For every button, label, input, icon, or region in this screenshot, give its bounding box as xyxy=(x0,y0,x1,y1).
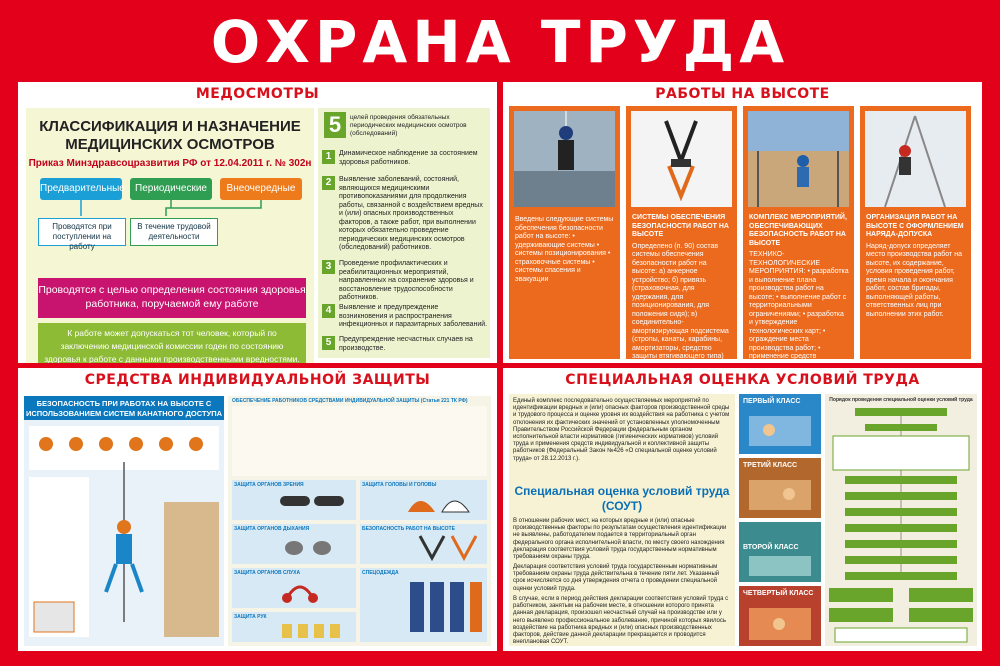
ppe-category xyxy=(232,568,356,608)
goal-item xyxy=(322,260,488,303)
height-column-text xyxy=(749,214,849,363)
type-preliminary: Предварительные xyxy=(40,178,122,200)
preliminary-note: Проводятся при поступлении на работу xyxy=(38,218,126,246)
height-column-title: КОМПЛЕКС МЕРОПРИЯТИЙ, ОБЕСПЕЧИВАЮЩИХ БЕЗОПАСНОСТЬ РАБОТ НА ВЫСОТЕ xyxy=(749,214,847,247)
goal-number: 4 xyxy=(322,304,335,318)
height-column-title: СИСТЕМЫ ОБЕСПЕЧЕНИЯ БЕЗОПАСНОСТИ РАБОТ НА ВЫСОТЕ xyxy=(632,214,729,238)
height-work-title: РАБОТЫ НА ВЫСОТЕ xyxy=(655,86,830,102)
sout-heading: Специальная оценка условий труда (СОУТ) xyxy=(514,484,730,513)
ppe-catalog xyxy=(228,396,491,646)
harness-photo xyxy=(631,111,732,207)
purpose-box: Проводятся с целью определения состояния здоровья работника, поручаемой ему работе xyxy=(38,278,306,318)
gloves-icon xyxy=(232,622,356,640)
ppe-category xyxy=(360,480,487,520)
goal-item xyxy=(322,150,488,167)
admission-box: К работе может допускаться тот человек, который по заключению медицинской комиссии годен по состоянию здоровья к работе с данными производственными вредностями. xyxy=(38,323,306,363)
height-column xyxy=(743,106,854,359)
harness-icon xyxy=(360,534,487,562)
class-card xyxy=(739,586,821,646)
ppe-category-label: ЗАЩИТА РУК xyxy=(234,614,267,620)
periodic-note: В течение трудовой деятельности xyxy=(130,218,218,246)
goal-number: 2 xyxy=(322,176,335,190)
sout-panel xyxy=(503,368,982,651)
ppe-category xyxy=(232,480,356,520)
page-title: ОХРАНА ТРУДА xyxy=(210,8,790,76)
ppe-category xyxy=(232,524,356,564)
height-column-body: ТЕХНИКО-ТЕХНОЛОГИЧЕСКИЕ МЕРОПРИЯТИЯ: • разработка и выполнение плана производства работ на высоте; • выполнение работ с территориальными ограничениями; • разработка и утверждение технологических карт; • ограждение места производства работ; • применение средств xyxy=(749,251,849,360)
rope-access-header: БЕЗОПАСНОСТЬ ПРИ РАБОТАХ НА ВЫСОТЕ С ИСПОЛЬЗОВАНИЕМ СИСТЕМ КАНАТНОГО ДОСТУПА xyxy=(24,396,224,420)
goal-text: Проведение профилактических и реабилитационных мероприятий, направленных на сохранение здоровья и восстановление трудоспособности работников. xyxy=(339,260,474,301)
goal-text: Предупреждение несчастных случаев на производстве. xyxy=(339,336,473,352)
ppe-category-label: СПЕЦОДЕЖДА xyxy=(362,570,399,576)
tower-photo xyxy=(865,111,966,207)
class-card xyxy=(739,458,821,518)
height-column xyxy=(626,106,737,359)
goal-text: Динамическое наблюдение за состоянием здоровья работников. xyxy=(339,150,478,166)
respirator-icon xyxy=(232,534,356,562)
height-column xyxy=(860,106,971,359)
goals-box xyxy=(318,108,490,358)
height-column-body: Определено (п. 90) состав системы обеспечения безопасности работ на высоте: а) анкерное устройство; б) привязь (страховочная, для удержания, для позиционирования, для положения сидя); в) соединительно-амортизирующая подсистема (стропы, канаты, карабины, амортизаторы, средство защиты втягивающего типа) xyxy=(632,242,729,360)
class-label: ТРЕТИЙ КЛАСС xyxy=(743,462,798,469)
ppe-category xyxy=(232,612,356,642)
earmuffs-icon xyxy=(232,578,356,606)
goal-item xyxy=(322,336,488,353)
ppe-category-label: ЗАЩИТА ОРГАНОВ ДЫХАНИЯ xyxy=(234,526,310,532)
height-column xyxy=(509,106,620,359)
height-column-body: Наряд-допуск определяет место производства работ на высоте, их содержание, условия проведения работ, время начала и окончания работ, состав бригады, выполняющей работы, ответственных лиц при выполнении этих работ. xyxy=(866,242,962,318)
class-card xyxy=(739,522,821,582)
class-label: ЧЕТВЕРТЫЙ КЛАСС xyxy=(743,590,814,597)
class-label: ВТОРОЙ КЛАСС xyxy=(743,544,799,551)
sout-paragraph: В случае, если в период действия декларации соответствия условий труда с работником, занятым на рабочем месте, в отношении которого принята данная декларация, произошел несчастный случай на производстве или у него выявлено профессиональное заболевание, причиной которых явилось воздействие на работника вредных и (или) опасных производственных факторов, действие данной декларации прекращается и проводится внеплановая СОУТ. xyxy=(513,596,729,646)
order-reference: Приказ Минздравсоцразвития РФ от 12.04.2011 г. № 302н xyxy=(28,158,312,169)
scaffold-photo xyxy=(748,111,849,207)
ppe-intro-text xyxy=(232,406,487,476)
type-periodic: Периодические xyxy=(130,178,212,200)
goal-number: 1 xyxy=(322,150,335,164)
classification-box xyxy=(26,108,314,363)
ppe-category-label: ЗАЩИТА ГОЛОВЫ И ГОЛОВЫ xyxy=(362,482,437,488)
goals-count: 5 xyxy=(324,112,346,138)
height-column-text xyxy=(866,214,966,319)
height-column-text xyxy=(632,214,732,362)
goal-number: 3 xyxy=(322,260,335,274)
classification-heading: КЛАССИФИКАЦИЯ И НАЗНАЧЕНИЕ МЕДИЦИНСКИХ ОСМОТРОВ xyxy=(39,118,301,153)
goals-caption: целей проведения обязательных периодических медицинских осмотров (обследований) xyxy=(350,114,467,137)
sout-title: СПЕЦИАЛЬНАЯ ОЦЕНКА УСЛОВИЙ ТРУДА xyxy=(565,372,920,388)
ppe-panel xyxy=(18,368,497,651)
ppe-category-label: БЕЗОПАСНОСТЬ РАБОТ НА ВЫСОТЕ xyxy=(362,526,455,532)
goal-item xyxy=(322,176,488,253)
sout-intro: Единый комплекс последовательно осуществляемых мероприятий по идентификации вредных и (или) опасных факторов производственной среды и трудового процесса и оценке уровня их воздействия на работника с учетом отклонения их фактических значений от установленных уполномоченным Правительством Российской Федерации федеральным органом исполнительной власти нормативов (гигиенических нормативов) условий труда и применения средств индивидуальной и коллективной защиты работников (Федеральный Закон №426 «О специальной оценке условий труда» от 28.12.2013 г.). xyxy=(513,398,730,462)
goggles-icon xyxy=(232,490,356,518)
ppe-intro: ОБЕСПЕЧЕНИЕ РАБОТНИКОВ СРЕДСТВАМИ ИНДИВИДУАЛЬНОЙ ЗАЩИТЫ (Статья 221 ТК РФ) xyxy=(232,398,468,404)
goal-item xyxy=(322,304,488,330)
flow-steps xyxy=(825,406,977,646)
helmet-icon xyxy=(360,490,487,518)
type-extraordinary: Внеочередные xyxy=(220,178,302,200)
flow-title: Порядок проведения специальной оценки условий труда xyxy=(829,397,973,403)
sout-text-box xyxy=(509,394,735,646)
goal-text: Выявление и предупреждение возникновения и распространения инфекционных и паразитарных заболеваний. xyxy=(339,304,488,328)
medical-panel xyxy=(18,82,497,363)
hazard-classes xyxy=(739,394,821,646)
climber-photo xyxy=(514,111,615,207)
height-column-title: ОРГАНИЗАЦИЯ РАБОТ НА ВЫСОТЕ С ОФОРМЛЕНИЕМ НАРЯДА-ДОПУСКА xyxy=(866,214,964,238)
rope-access-poster xyxy=(24,396,224,646)
sout-procedure-flowchart xyxy=(825,394,977,646)
class-card xyxy=(739,394,821,454)
height-work-panel xyxy=(503,82,982,363)
ppe-title: СРЕДСТВА ИНДИВИДУАЛЬНОЙ ЗАЩИТЫ xyxy=(84,372,431,388)
sout-paragraph: Декларация соответствия условий труда государственным нормативным требованиям охраны труда действительна в течение пяти лет. Указанный срок исчисляется со дня утверждения отчета о проведении специальной оценки условий труда. xyxy=(513,564,720,592)
medical-title: МЕДОСМОТРЫ xyxy=(195,86,320,102)
height-column-text: Введены следующие системы обеспечения безопасности работ на высоте: • удерживающие системы • системы позиционирования • страховочные системы • системы спасения и эвакуации xyxy=(515,216,614,283)
ppe-category-label: ЗАЩИТА ОРГАНОВ СЛУХА xyxy=(234,570,301,576)
goal-number: 5 xyxy=(322,336,335,350)
ppe-category-label: ЗАЩИТА ОРГАНОВ ЗРЕНИЯ xyxy=(234,482,304,488)
class-label: ПЕРВЫЙ КЛАСС xyxy=(743,398,801,405)
goal-text: Выявление заболеваний, состояний, являющихся медицинскими противопоказаниями для продолжения работы, связанной с воздействием вредных и (или) опасных производственных факторов, а также работ, при выполнении которых обязательно проведение периодических медицинских осмотров (обследований) работников. xyxy=(339,176,483,251)
rope-access-illustration xyxy=(24,422,224,646)
workwear-icon xyxy=(360,578,487,640)
ppe-category xyxy=(360,568,487,642)
ppe-category xyxy=(360,524,487,564)
sout-paragraph: В отношении рабочих мест, на которых вредные и (или) опасные производственные факторы по результатам осуществления идентификации не выявлены, работодателем подается в территориальный орган федерального органа исполнительной власти, по месту своего нахождения декларация соответствия условий труда государственным нормативным требованиям охраны труда. xyxy=(513,518,727,561)
